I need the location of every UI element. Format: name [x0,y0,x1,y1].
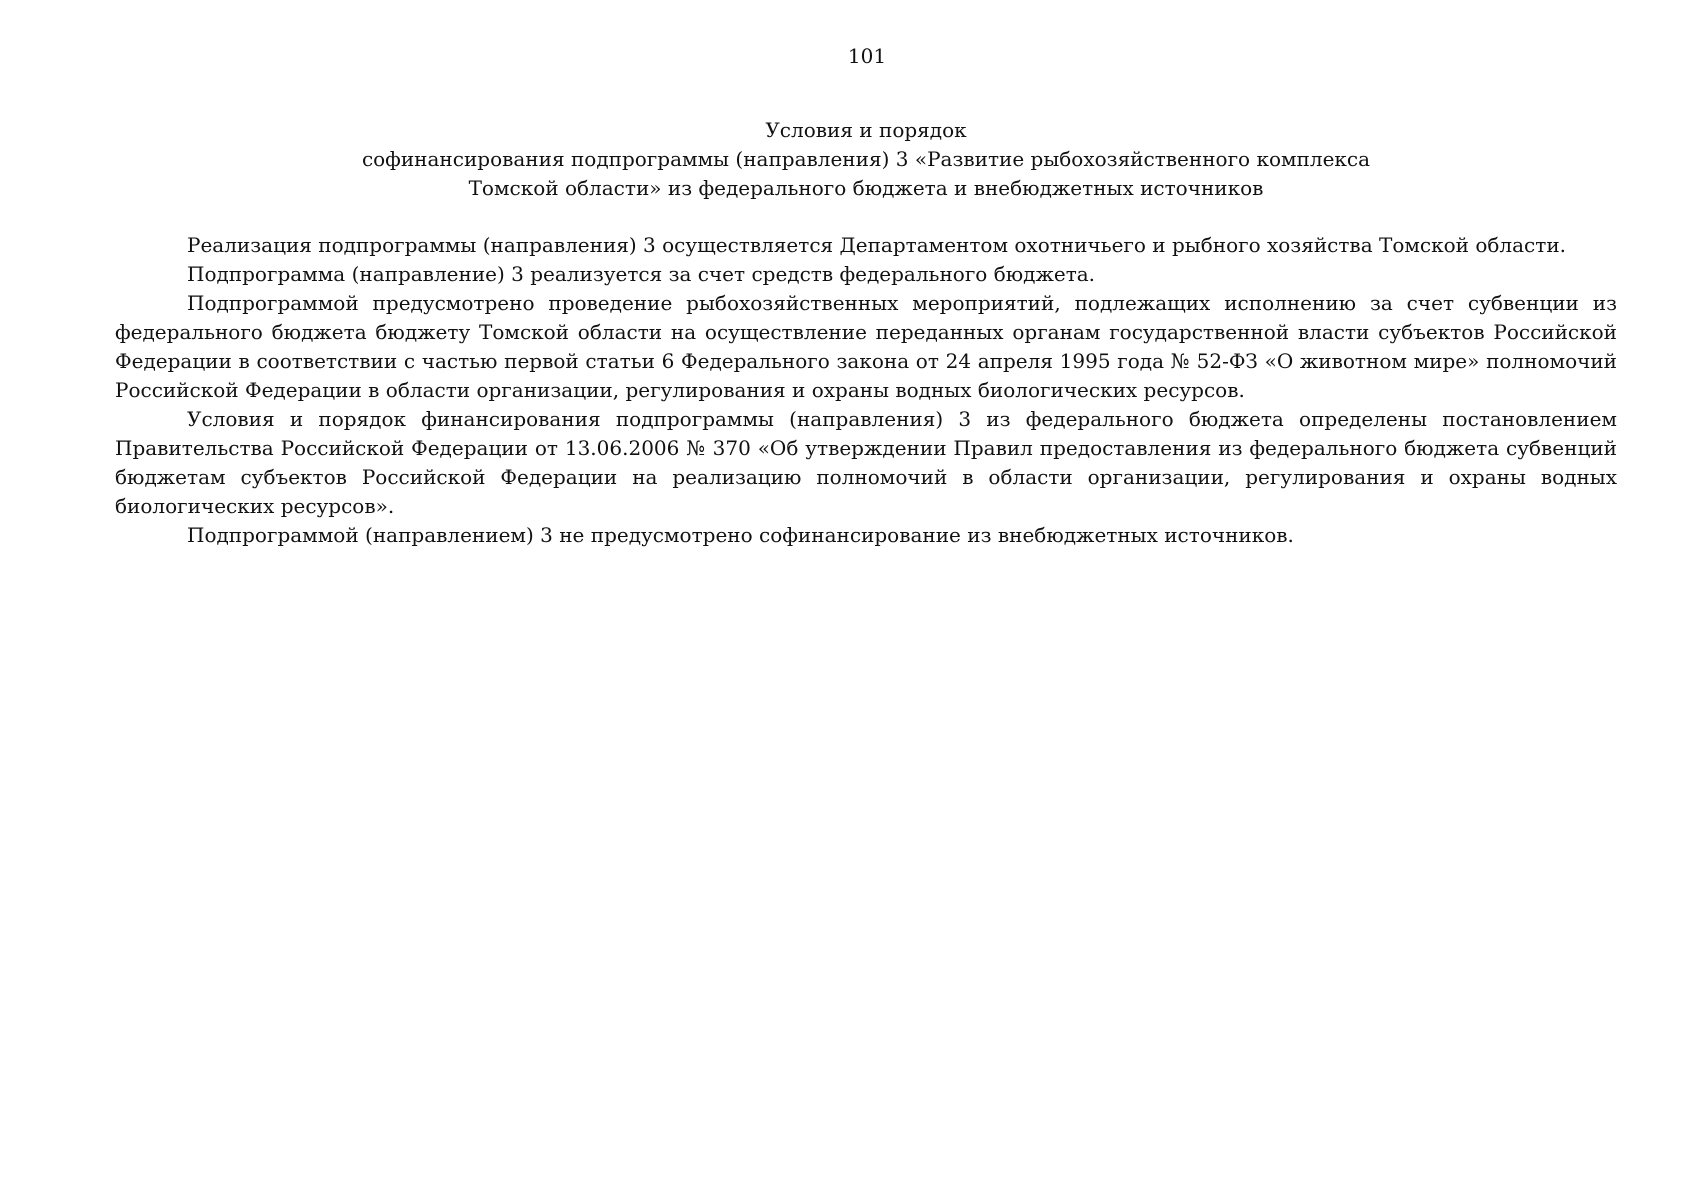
paragraph: Условия и порядок финансирования подпрограммы (направления) 3 из федерального бюджета определены постановлением Правительства Российской Федерации от 13.06.2006 № 370 «Об утверждении Правил предоставления из федерального бюджета субвенций бюджетам субъектов Российской Федерации на реализацию полномочий в области организации, регулирования и охраны водных биологических ресурсов». [115,407,1617,518]
paragraph: Реализация подпрограммы (направления) 3 осуществляется Департаментом охотничьего и рыбного хозяйства Томской области. [187,233,1567,257]
section-heading [115,116,1617,203]
heading-line-1: Условия и порядок [765,118,967,142]
paragraph: Подпрограммой предусмотрено проведение рыбохозяйственных мероприятий, подлежащих исполнению за счет субвенции из федерального бюджета бюджету Томской области на осуществление переданных органам государственной власти субъектов Российской Федерации в соответствии с частью первой статьи 6 Федерального закона от 24 апреля 1995 года № 52-ФЗ «О животном мире» полномочий Российской Федерации в области организации, регулирования и охраны водных биологических ресурсов. [115,291,1617,402]
heading-line-3: Томской области» из федерального бюджета и внебюджетных источников [468,176,1264,200]
paragraph: Подпрограмма (направление) 3 реализуется за счет средств федерального бюджета. [187,262,1096,286]
paragraph: Подпрограммой (направлением) 3 не предусмотрено софинансирование из внебюджетных источников. [187,523,1294,547]
body-text [115,231,1617,550]
page-number: 101 [847,44,887,68]
heading-line-2: софинансирования подпрограммы (направления) 3 «Развитие рыбохозяйственного комплекса [361,147,1371,171]
